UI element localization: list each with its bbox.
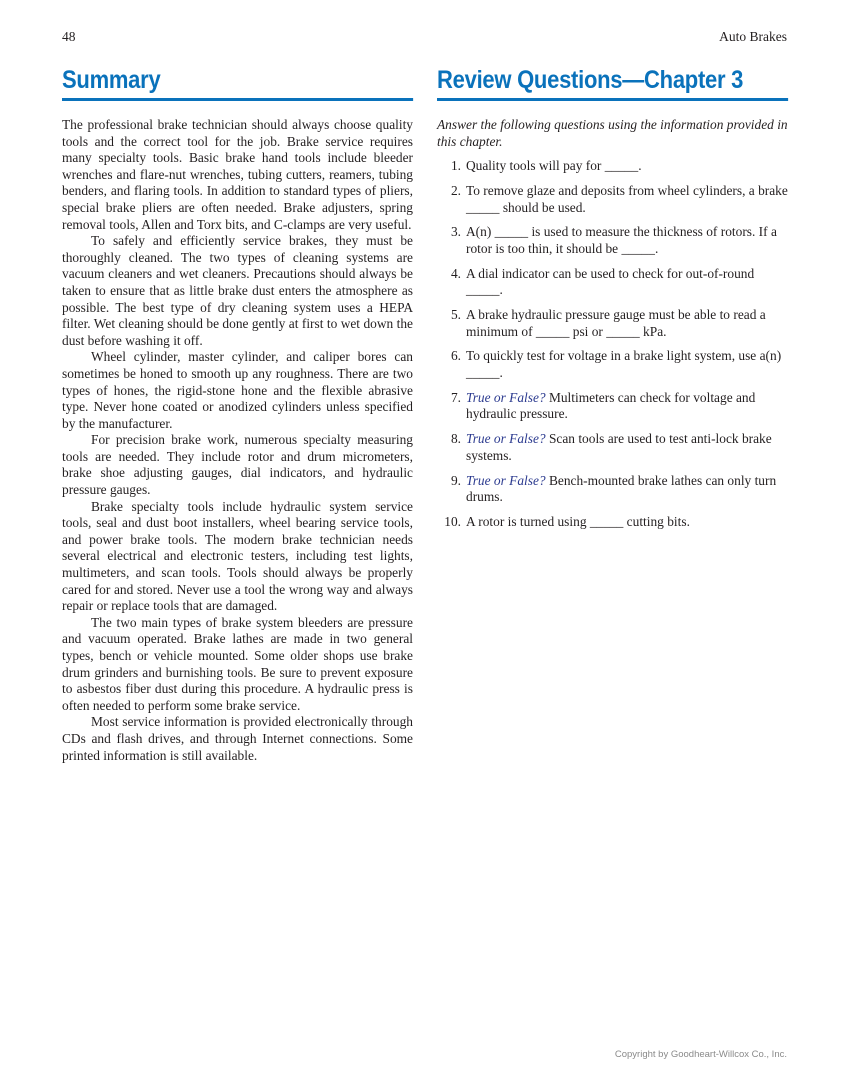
true-or-false-label: True or False? — [466, 472, 546, 488]
question-text: A rotor is turned using _____ cutting bits. — [466, 513, 690, 529]
review-questions-section — [437, 64, 788, 539]
true-or-false-label: True or False? — [466, 389, 546, 405]
question-number: 2. — [450, 182, 461, 198]
true-or-false-label: True or False? — [466, 431, 546, 447]
summary-section — [62, 64, 413, 764]
summary-paragraph: The two main types of brake system bleeders are pressure and vacuum operated. Brake lathes are made in two general types, bench or vehicle mounted. Some older shops use brake drum grinders and burnishing tools. Be sure to prevent exposure to asbestos fiber dust during this procedure. A hydraulic press is often needed to perform some brake service. — [62, 614, 413, 713]
copyright-footer: Copyright by Goodheart-Willcox Co., Inc. — [614, 1049, 787, 1060]
question-item — [437, 307, 788, 340]
summary-heading: Summary — [62, 64, 413, 101]
question-number: 1. — [450, 158, 461, 174]
summary-paragraph: The professional brake technician should always choose quality tools and the correct tool for the job. Brake service requires many specialty tools. Basic brake hand tools include bleeder wrenches and flare-nut wrenches, tubing cutters, reamers, tubing benders, and flaring tools. In addition to standard types of pliers, special brake pliers are often needed. Brake adjusters, spring removal tools, Allen and Torx bits, and C-clamps are very useful. — [62, 117, 413, 232]
review-questions-heading: Review Questions—Chapter 3 — [437, 64, 788, 101]
summary-paragraph: Brake specialty tools include hydraulic system service tools, seal and dust boot installers, wheel bearing service tools, and power brake tools. The modern brake technician needs several electrical and electronic testers, including test lights, multimeters, and scan tools. Tools should always be properly cared for and stored. Never use a tool the wrong way and always repair or replace tools that are damaged. — [62, 498, 413, 614]
question-number: 6. — [450, 348, 461, 364]
review-instructions: Answer the following questions using the information provided in this chapter. — [437, 117, 788, 149]
question-text: Quality tools will pay for _____. — [466, 158, 642, 174]
question-item — [437, 224, 788, 257]
question-text: A(n) _____ is used to measure the thickness of rotors. If a rotor is too thin, it should be _____. — [466, 224, 777, 256]
question-item — [437, 266, 788, 299]
question-item — [437, 390, 788, 423]
question-item — [437, 431, 788, 464]
summary-paragraph: Most service information is provided electronically through CDs and flash drives, and through Internet connections. Some printed information is still available. — [62, 714, 413, 763]
page-number: 48 — [62, 29, 76, 44]
question-text: Bench-mounted brake lathes can only turn drums. — [466, 472, 777, 505]
summary-paragraph: For precision brake work, numerous specialty measuring tools are needed. They include rotor and drum micrometers, brake shoe adjusting gauges, dial indicators, and hydraulic pressure gauges. — [62, 432, 413, 498]
question-number: 8. — [450, 431, 461, 447]
question-text: To remove glaze and deposits from wheel cylinders, a brake _____ should be used. — [466, 182, 788, 215]
question-text: A dial indicator can be used to check for out-of-round _____. — [466, 265, 755, 298]
question-item — [437, 473, 788, 506]
question-number: 3. — [450, 224, 461, 240]
question-number: 5. — [450, 307, 461, 323]
question-text: A brake hydraulic pressure gauge must be able to read a minimum of _____ psi or _____ kPa. — [466, 307, 766, 339]
question-number: 7. — [450, 389, 461, 405]
question-item — [437, 348, 788, 381]
question-item — [437, 158, 788, 175]
question-list — [437, 158, 788, 530]
question-number: 10. — [444, 513, 461, 529]
question-number: 4. — [450, 265, 461, 281]
question-item — [437, 183, 788, 216]
running-head-book-title: Auto Brakes — [719, 29, 787, 44]
summary-paragraph: Wheel cylinder, master cylinder, and caliper bores can sometimes be honed to smooth up any roughness. There are two types of hones, the rigid-stone hone and the flexible abrasive type. Never hone coated or anodized cylinders unless specified by the manufacturer. — [62, 349, 413, 431]
question-text: To quickly test for voltage in a brake light system, use a(n) _____. — [466, 348, 782, 381]
question-number: 9. — [450, 472, 461, 488]
summary-body — [62, 117, 413, 764]
summary-paragraph: To safely and efficiently service brakes, they must be thoroughly cleaned. The two types of cleaning systems are vacuum cleaners and wet cleaners. Precautions should always be taken to ensure that as little brake dust enters the atmosphere as possible. The best type of dry cleaning system uses a HEPA filter. Wet cleaning should be done gently at first to wet down the dust before washing it off. — [62, 233, 413, 348]
question-text: Multimeters can check for voltage and hydraulic pressure. — [466, 389, 756, 422]
question-item — [437, 514, 788, 531]
question-text: Scan tools are used to test anti-lock brake systems. — [466, 431, 772, 463]
